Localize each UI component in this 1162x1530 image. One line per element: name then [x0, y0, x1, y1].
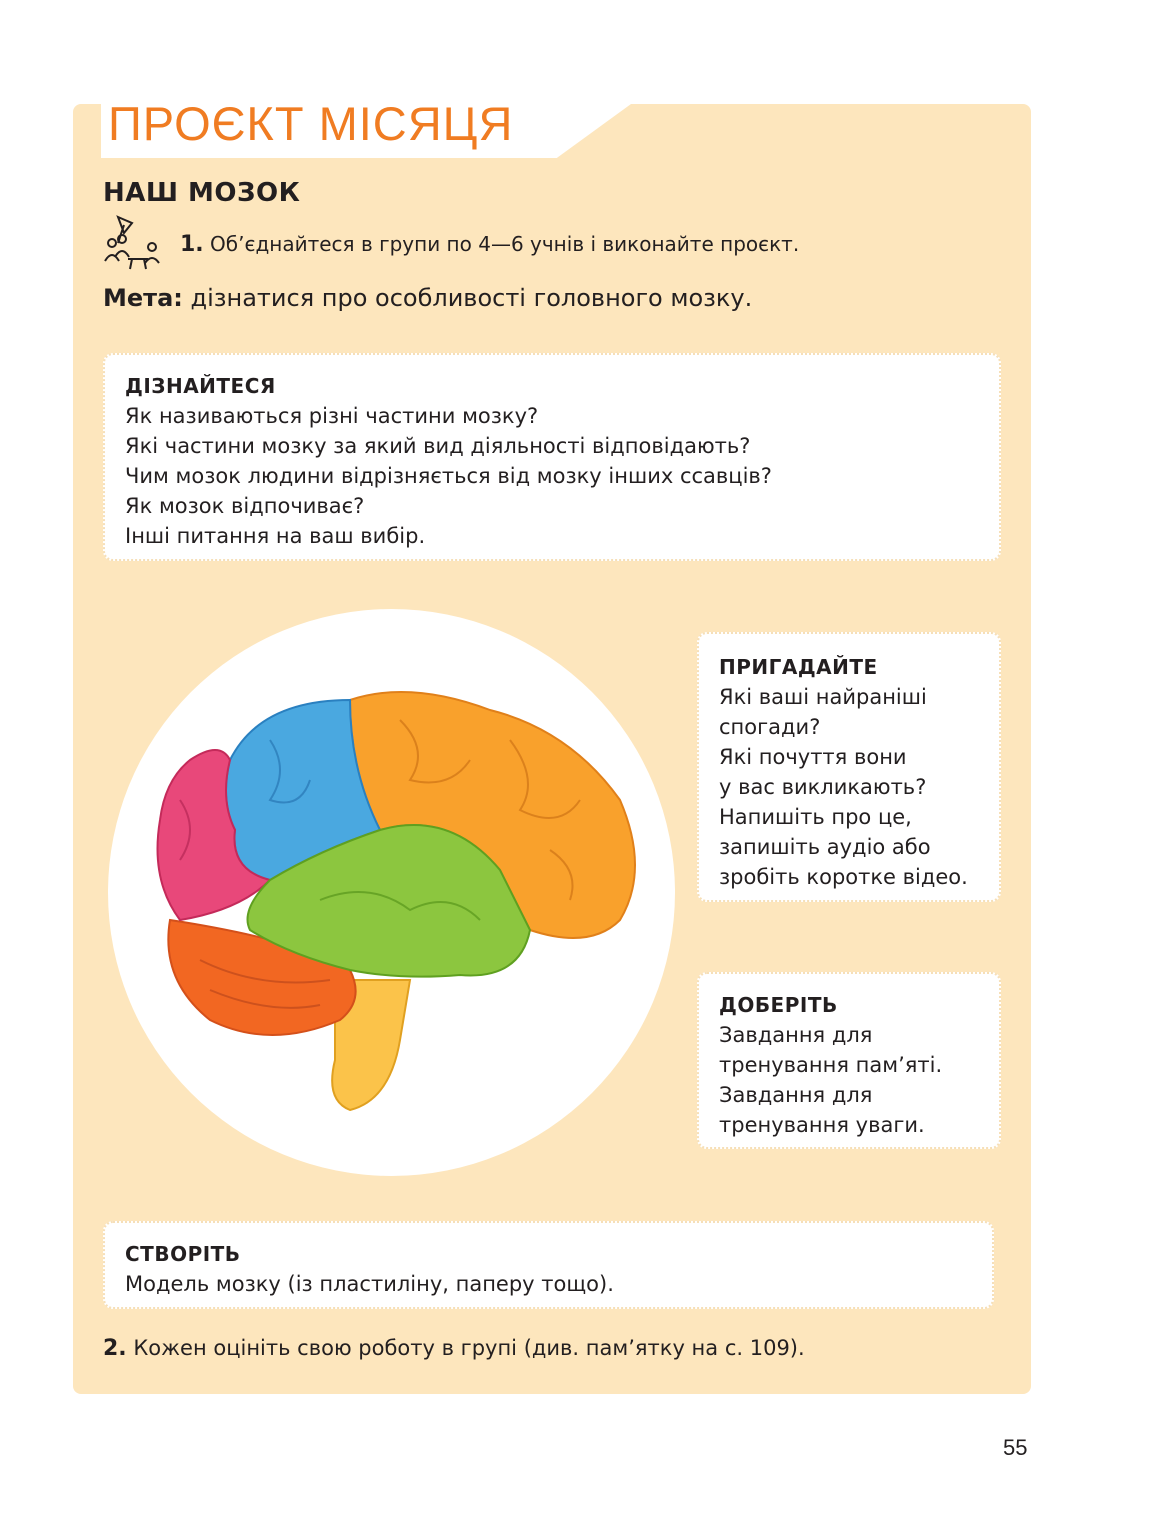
project-subtitle: НАШ МОЗОК	[103, 178, 301, 208]
recall-line: запишіть аудіо або	[719, 835, 931, 859]
pick-line: Завдання для	[719, 1083, 873, 1107]
recall-line: зробіть коротке відео.	[719, 865, 968, 889]
learn-line: Які частини мозку за який вид діяльності відповідають?	[125, 434, 751, 458]
goal	[103, 284, 752, 312]
task-1-text: Об’єднайтеся в групи по 4—6 учнів і виконайте проєкт.	[203, 232, 800, 256]
goal-label: Мета:	[103, 284, 183, 312]
recall-line: спогади?	[719, 715, 821, 739]
create-line: Модель мозку (із пластиліну, паперу тощо).	[125, 1272, 614, 1296]
task-2-text: Кожен оцініть свою роботу в групі (див. пам’ятку на с. 109).	[126, 1336, 805, 1360]
page-title: ПРОЄКТ МІСЯЦЯ	[108, 97, 514, 150]
recall-line: Які ваші найраніші	[719, 685, 927, 709]
brain-illustration	[150, 680, 650, 1130]
learn-line: Як мозок відпочиває?	[125, 494, 365, 518]
recall-line: Напишіть про це,	[719, 805, 912, 829]
task-1	[180, 232, 799, 257]
pick-heading: ДОБЕРІТЬ	[719, 993, 838, 1017]
pick-card	[697, 972, 1001, 1149]
learn-card	[103, 353, 1001, 561]
pick-line: тренування уваги.	[719, 1113, 925, 1137]
pick-line: тренування пам’яті.	[719, 1053, 943, 1077]
task-2	[103, 1336, 805, 1361]
learn-line: Як називаються різні частини мозку?	[125, 404, 539, 428]
page-number: 55	[1003, 1435, 1028, 1460]
task-2-number: 2.	[103, 1336, 127, 1361]
create-card	[103, 1221, 994, 1309]
recall-line: у вас викликають?	[719, 775, 927, 799]
goal-text: дізнатися про особливості головного мозку.	[182, 284, 753, 312]
recall-heading: ПРИГАДАЙТЕ	[719, 655, 878, 679]
pick-line: Завдання для	[719, 1023, 873, 1047]
learn-line: Інші питання на ваш вибір.	[125, 524, 426, 548]
learn-heading: ДІЗНАЙТЕСЯ	[125, 374, 276, 398]
group-work-icon	[102, 213, 166, 271]
create-heading: СТВОРІТЬ	[125, 1242, 241, 1266]
recall-line: Які почуття вони	[719, 745, 907, 769]
recall-card	[697, 632, 1001, 902]
task-1-number: 1.	[180, 232, 204, 257]
learn-line: Чим мозок людини відрізняється від мозку інших ссавців?	[125, 464, 772, 488]
